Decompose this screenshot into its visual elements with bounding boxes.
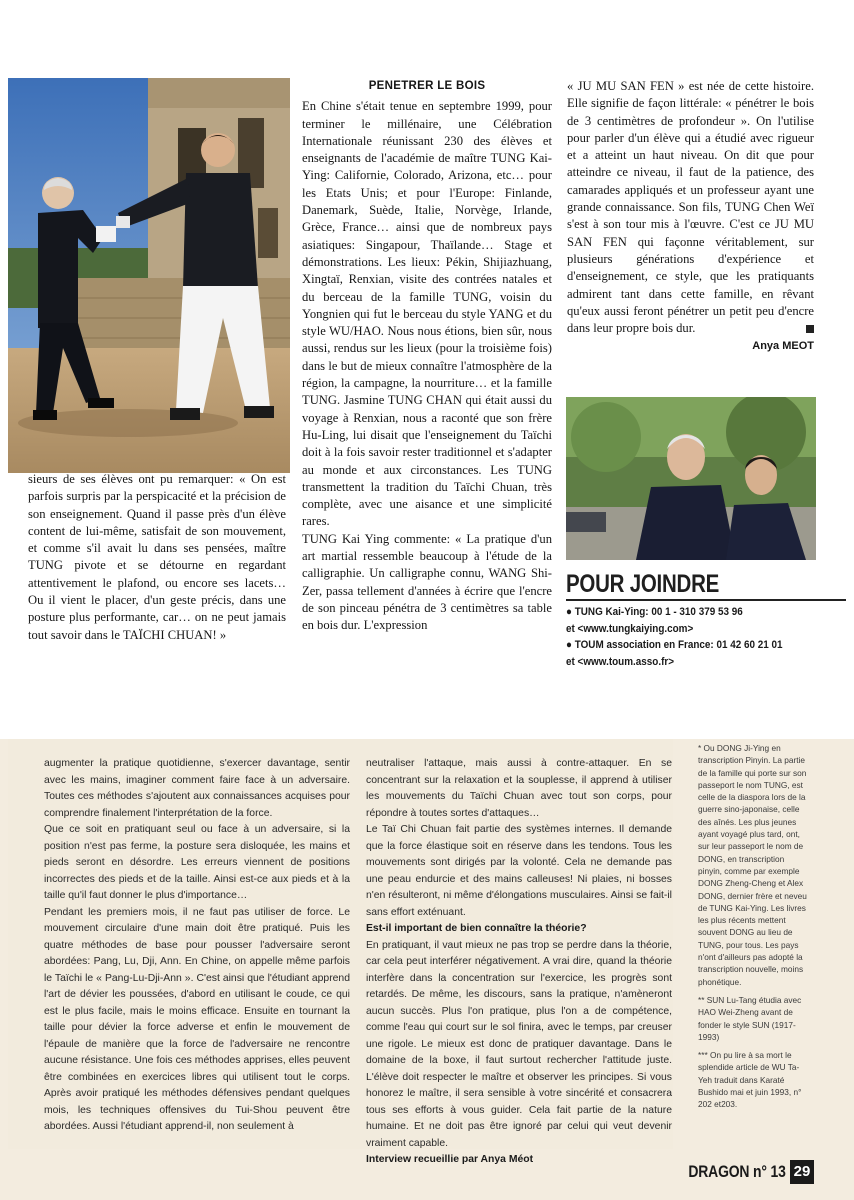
paragraph: Le Taï Chi Chuan fait partie des systèmes internes. Il demande que la force élastique soit en réserve dans les tendons. Tous les mouvements sont dirigés par la volonté. Cela ne demande pas une peau endurcie et des mains calleuses! Ni plaies, ni bosses n'en résulteront, ni même d'élongations musculaires. Ainsi se fait-il sans effort exténuant. [366, 824, 672, 918]
paragraph [567, 78, 814, 337]
paragraph: TUNG Kai Ying commente: « La pratique d'un art martial ressemble beaucoup à l'étude de la calligraphie. Un calligraphe connu, WANG Shi-Zer, passa tellement d'années à écrire que l'encre de son pinceau pénétra de 3 centimètres sa table en bois dur. L'expression [302, 531, 552, 633]
paragraph: Pendant les premiers mois, il ne faut pas utiliser de force. Le mouvement circulaire d'une main doit être pratiqué. Puis les quatre méthodes de base pour pousser l'adversaire seront abordées: Pang, Lu, Dji, Ann. En Chine, on appelle même parfois le Taïchi le « Pang-Lu-Dji-Ann ». C'est ainsi que l'étudiant apprend l'art de dévier les poussées, d'abord en utilisant le coude, ce qui est le plus facile, mais le moins efficace. Ensuite en tournant la taille pour dévier la force adverse et enfin le mouvement de l'épaule de manière que la force de l'adversaire ne rencontre aucune résistance. Une fois ces méthodes apprises, elles peuvent être combinées en exercices libres qui utilisent tout le corps. Après avoir pratiqué les méthodes défensives pendant quelques mois, les techniques offensives du Tui-Shou peuvent être abordées. Aussi l'étudiant apprend-il, non seulement à [44, 906, 350, 1132]
photo-taichi-practice [8, 78, 290, 473]
article-column-2 [302, 78, 552, 635]
article-column-3 [567, 78, 814, 356]
interview-column-2 [366, 756, 672, 1169]
paragraph: Que ce soit en pratiquant seul ou face à un adversaire, si la position n'est pas ferme, la posture sera disloquée, les mains et pieds seront en désordre. Les erreurs viennent de positions incorrectes des pieds et de la taille. Ainsi est-ce aux pieds et à la taille qu'il faut donner le plus d'importance… [44, 824, 350, 901]
interview-column-1 [44, 756, 350, 1136]
contact-web-toum[interactable]: et <www.toum.asso.fr> [566, 655, 675, 668]
page-footer [684, 1158, 824, 1188]
paragraph-text: « JU MU SAN FEN » est née de cette histoire. Elle signifie de façon littérale: « pénétrer le bois de 3 centimètres de profondeur ». On l'utilise pour parler d'un élève qui a étudié avec rigueur et a atteint un haut niveau. On dit que pour atteindre ce niveau, il faut de la patience, des camarades appliqués et un professeur ayant une grande connaissance. Son fils, TUNG Chen Weï s'est à son tour mis à l'œuvre. C'est ce JU MU SAN FEN qui façonne véritablement, sur plusieurs générations d'expérience et d'enseignement, ce style, que les pratiquants admirent tant dans cette famille, en rêvant qu'eux aussi feront pénétrer un petit peu d'encre dans leur propre bois dur. [567, 79, 814, 336]
footnote-1: * Ou DONG Ji-Ying en transcription Pinyin. La partie de la famille qui porte sur son passeport le nom TUNG, est celle de la diaspora lors de la guerre sino-japonaise, celle des aînés. Les plus jeunes ayant voyagé plus tard, ont, sur leur passeport le nom de DONG, en transcription pinyin, comme par exemple DONG Zheng-Cheng et Alex DONG, dernier frère et neveu de TUNG Kai-Ying. Les livres les plus récents mettent souvent DONG au lieu de TUNG, pour tous. Les pays n'ont d'ailleurs pas adopté la transcription nouvelle, moins phonétique. [698, 743, 807, 987]
paragraph: En pratiquant, il vaut mieux ne pas trop se perdre dans la théorie, car cela peut interférer négativement. A vrai dire, quand la théorie interfère dans la concentration sur l'exercice, les progrès sont retardés. De même, les discours, sans la pratique, n'amèneront aucun succès. Plus l'on pratique, plus l'on a de compétence, comme l'eau qui court sur le sol finira, avec le temps, par creuser une rigole. Le mieux est donc de pratiquer davantage. Dans le domaine de la boxe, il faut surtout rechercher l'attitude juste. L'élève doit respecter le maître et observer les principes. Si vous honorez le maître, il sera sensible à votre sincérité et consacrera tous ses efforts à vous guider. Cela fait partie de la nature humaine. Et ne doit pas être ignoré par celui qui veut devenir vraiment capable. [366, 939, 672, 1149]
footnote-3: *** On pu lire à sa mort le splendide article de WU Ta-Yeh traduit dans Karaté Bushido mai et juin 1993, n° 202 et203. [698, 1050, 802, 1110]
contact-list [566, 604, 846, 670]
end-of-article-mark [806, 325, 814, 333]
contact-title: POUR JOINDRE [566, 570, 720, 598]
contact-web-tung[interactable]: et <www.tungkaiying.com> [566, 622, 694, 635]
magazine-issue-label: DRAGON n° 13 [688, 1162, 786, 1181]
page-number: 29 [790, 1160, 814, 1184]
contact-title-rule [566, 599, 846, 601]
paragraph: neutraliser l'attaque, mais aussi à contre-attaquer. En se concentrant sur la relaxation et la souplesse, il apprend à utiliser les mouvements du Taïchi Chuan avec tout son corps, pour répondre à toutes sortes d'attaques… [366, 758, 672, 819]
article-column-1-continuation [28, 471, 286, 644]
author-signature: Anya MEOT [752, 340, 814, 353]
footnotes [698, 742, 810, 1117]
contact-phone-toum: ● TOUM association en France: 01 42 60 21 01 [566, 639, 783, 652]
photo-couple-portrait [566, 397, 816, 560]
paragraph: augmenter la pratique quotidienne, s'exercer davantage, sentir avec les mains, imaginer comment faire face à un adversaire. Toutes ces méthodes s'ajoutent aux connaissances acquises pour comprendre finalement l'interprétation de la force. [44, 758, 350, 819]
paragraph: En Chine s'était tenue en septembre 1999, pour terminer le millénaire, une Célébration Internationale réunissant 230 des élèves et enseignants de l'académie de maître TUNG Kai-Ying: Californie, Colorado, Arizona, etc… pour les Etats Unis; et pour l'Europe: Finlande, Danemark, Suède, Italie, Norvège, Irlande, Grèce, France… ainsi que de nombreux pays asiatiques: Singapour, Thaïlande… Stage et démonstrations. Les lieux: Pékin, Shijiazhuang, Xingtaï, Renxian, visite des contrées natales et du berceau de la famille TUNG, voisin du Yongnien qui fut le berceau du style YANG et du style WU/HAO. Nous nous étions, bien sûr, nous aussi, rendus sur les lieux (pour la troisième fois) dans le but de mieux connaître l'atmosphère de la région, la campagne, la nourriture… et la famille TUNG. Jasmine TUNG CHAN qui était aussi du voyage à Renxian, nous a raconté que son frère Hu-Ling, lui disait que l'enseignement du Taïchi doit à la fois savoir rester traditionnel et s'adapter au monde et aux circonstances. Les TUNG transmettent la tradition du Taïchi Chuan, très complète, avec une aisance et une simplicité rares. [302, 99, 552, 529]
interview-credit: Interview recueillie par Anya Méot [366, 1154, 534, 1165]
paragraph: sieurs de ses élèves ont pu remarquer: « On est parfois surpris par la perspicacité et la précision de son enseignement. Quand il passe près d'un élève content de lui-même, satisfait de son mouvement, et comme s'il avait lu dans ses pensées, maître TUNG pivote et se détourne en regardant attentivement le plafond, ou encore ses lacets… Ou il vient le placer, d'un geste précis, dans une posture plus performante, car… on ne peut jamais tout savoir dans le TAÏCHI CHUAN! » [28, 472, 286, 642]
section-heading: PENETRER LE BOIS [368, 80, 486, 92]
subheading: Est-il important de bien connaître la théorie? [366, 923, 587, 934]
footnote-2: ** SUN Lu-Tang étudia avec HAO Wei-Zheng avant de fonder le style SUN (1917-1993) [698, 994, 802, 1042]
contact-phone-tung: ● TUNG Kai-Ying: 00 1 - 310 379 53 96 [566, 606, 743, 618]
